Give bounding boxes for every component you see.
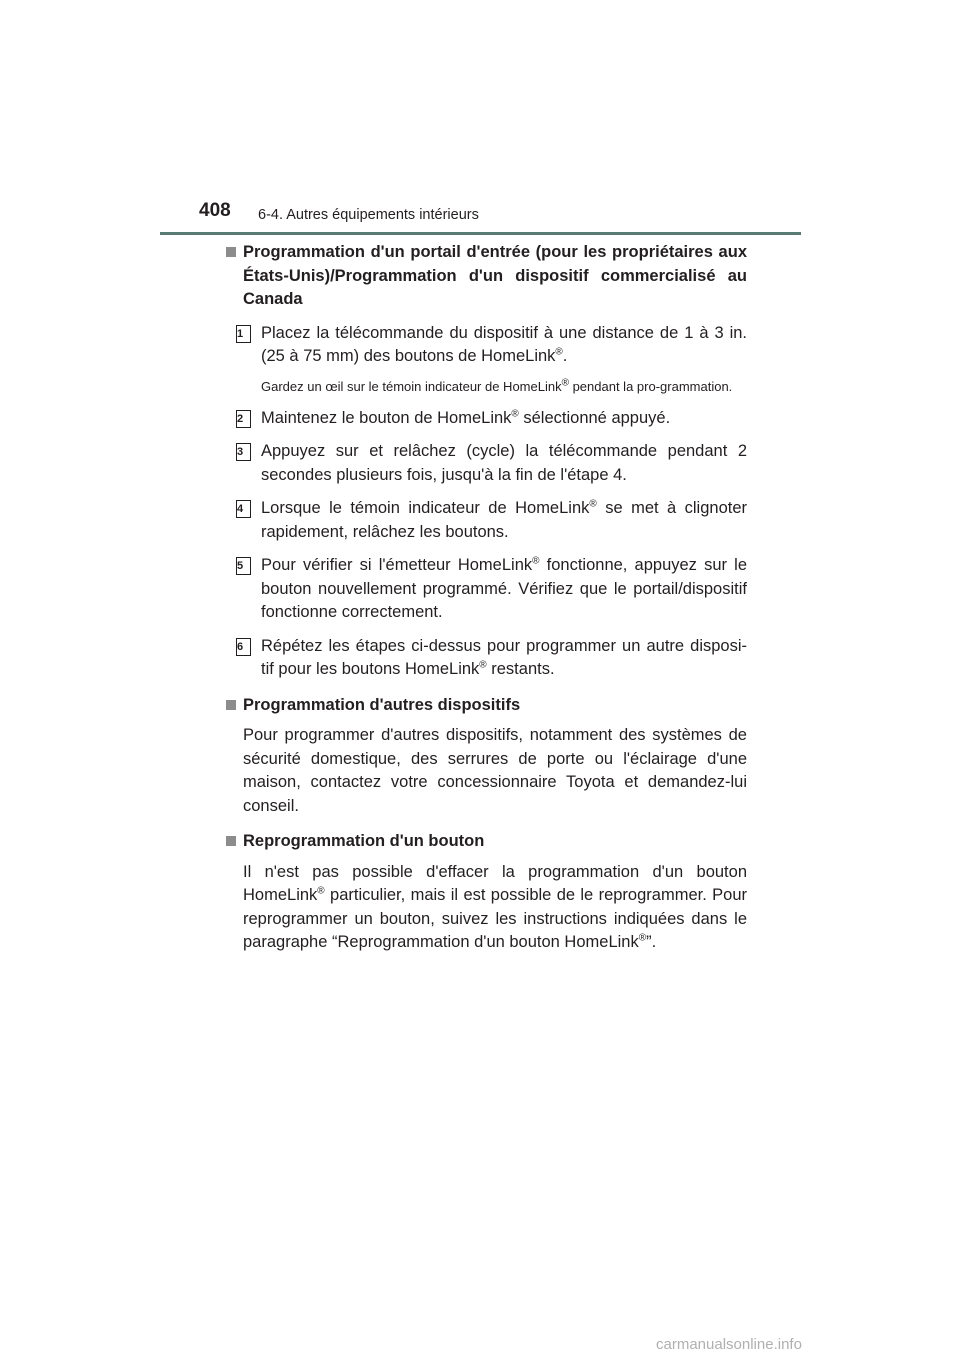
registered-mark: ® <box>479 659 487 671</box>
step-number-badge: 2 <box>236 410 251 428</box>
registered-mark: ® <box>561 377 569 389</box>
page-header <box>0 0 960 240</box>
reprogramming-paragraph: Il n'est pas possible d'effacer la programmation d'un bouton HomeLink® particulier, mais il est possible de le reprogrammer. Pour reprogrammer un bouton, suivez les instructions indiquées dans le paragraphe “Reprogrammation d'un bouton HomeLink®”. <box>243 862 747 951</box>
step-2: 2 Maintenez le bouton de HomeLink® sélectionné appuyé. <box>237 408 671 427</box>
registered-mark: ® <box>532 555 540 567</box>
step-6: 6 Répétez les étapes ci-dessus pour programmer un autre disposi-tif pour les boutons HomeLink® restants. <box>237 636 747 678</box>
step-number-badge: 4 <box>236 500 251 518</box>
square-bullet-icon <box>226 700 236 710</box>
square-bullet-icon <box>226 836 236 846</box>
step-1-note: Gardez un œil sur le témoin indicateur de HomeLink® pendant la pro-grammation. <box>261 377 733 394</box>
registered-mark: ® <box>555 346 563 358</box>
step-number-badge: 3 <box>236 443 251 461</box>
registered-mark: ® <box>511 408 519 419</box>
section-title: 6-4. Autres équipements intérieurs <box>258 207 479 223</box>
page-content <box>223 240 747 955</box>
subheading-other-devices: Programmation d'autres dispositifs <box>223 694 747 718</box>
subheading-reprogramming: Reprogrammation d'un bouton <box>223 830 747 854</box>
square-bullet-icon <box>226 247 236 257</box>
step-4: 4 Lorsque le témoin indicateur de HomeLink® se met à clignoter rapidement, relâchez les boutons. <box>237 498 748 541</box>
step-5: 5 Pour vérifier si l'émetteur HomeLink® fonctionne, appuyez sur le bouton nouvellement programmé. Vérifiez que le portail/dispositif fonctionne correctement. <box>237 555 747 621</box>
registered-mark: ® <box>317 885 325 897</box>
step-number-badge: 5 <box>236 557 251 575</box>
registered-mark: ® <box>589 498 597 510</box>
subheading-gate-programming: Programmation d'un portail d'entrée (pour les propriétaires aux États-Unis)/Programmation d'un dispositif commercialisé au Canada <box>223 241 747 312</box>
step-1: 1 Placez la télécommande du dispositif à une distance de 1 à 3 in. (25 à 75 mm) des boutons de HomeLink®. <box>237 323 747 365</box>
step-3: 3 Appuyez sur et relâchez (cycle) la télécommande pendant 2 secondes plusieurs fois, jusqu'à la fin de l'étape 4. <box>237 442 747 484</box>
registered-mark: ® <box>638 932 647 944</box>
other-devices-paragraph: Pour programmer d'autres dispositifs, notamment des systèmes de sécurité domestique, des serrures de porte ou l'éclairage d'une maison, contactez votre concessionnaire Toyota et demandez-lui conseil. <box>243 726 747 815</box>
header-rule <box>160 232 801 235</box>
step-number-badge: 6 <box>236 638 251 656</box>
watermark-text: carmanualsonline.info <box>656 1336 802 1353</box>
step-number-badge: 1 <box>236 325 251 343</box>
page-number: 408 <box>199 200 231 221</box>
